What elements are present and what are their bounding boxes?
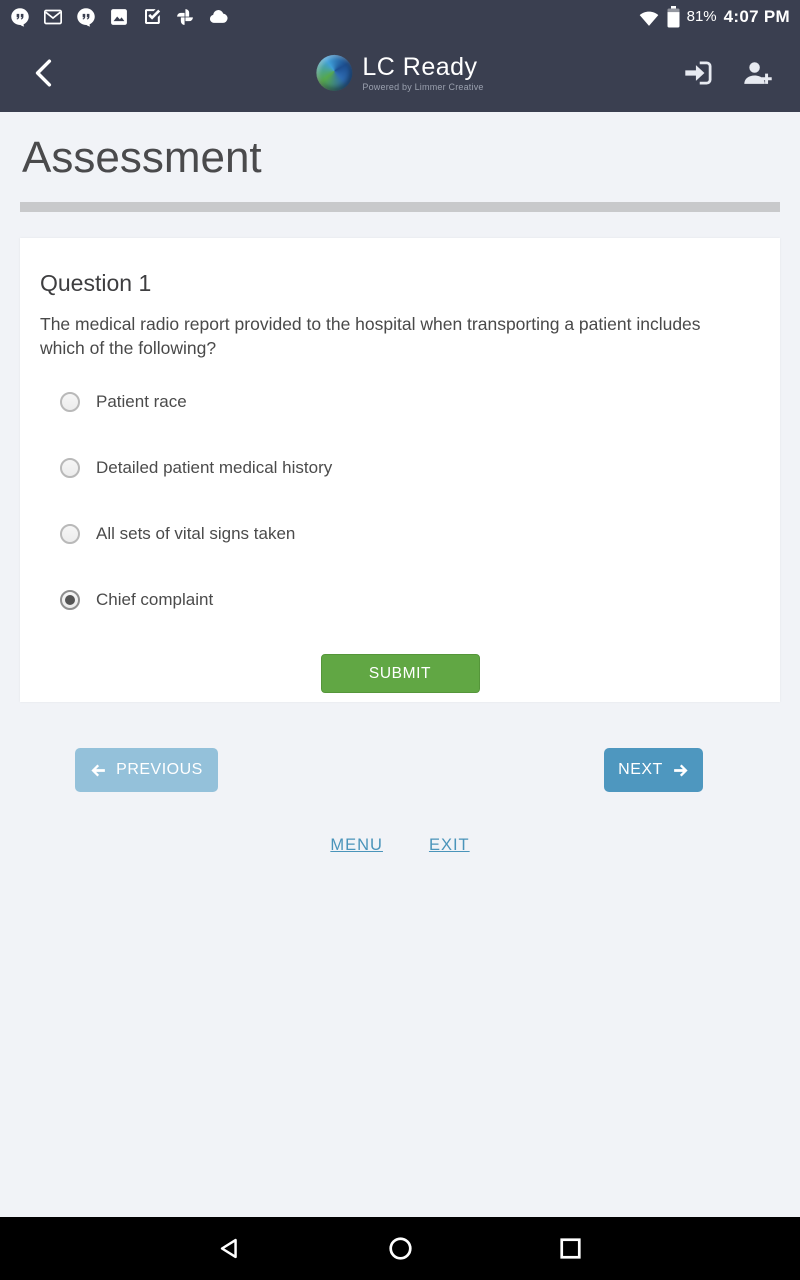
recents-square-icon [557, 1235, 584, 1262]
lc-ready-globe-icon [316, 55, 352, 91]
android-back-button[interactable] [145, 1217, 315, 1280]
tasks-icon [142, 7, 162, 27]
answer-option-4[interactable] [60, 588, 760, 612]
previous-label: PREVIOUS [116, 761, 203, 778]
radio-unselected-icon[interactable] [60, 458, 80, 478]
page-title: Assessment [22, 133, 262, 182]
menu-link[interactable]: MENU [330, 836, 383, 854]
gmail-icon [43, 7, 63, 27]
question-card [20, 238, 780, 702]
next-button[interactable] [604, 748, 703, 792]
previous-button[interactable] [75, 748, 218, 792]
notification-icons [10, 7, 228, 27]
radio-unselected-icon[interactable] [60, 392, 80, 412]
back-triangle-icon [217, 1235, 244, 1262]
sign-in-button[interactable] [678, 53, 718, 93]
question-text: The medical radio report provided to the hospital when transporting a patient includes which of the following? [40, 314, 701, 359]
back-chevron-icon [31, 58, 57, 88]
cloud-icon [208, 7, 228, 27]
add-user-button[interactable] [738, 53, 778, 93]
radio-unselected-icon[interactable] [60, 524, 80, 544]
arrow-left-icon [90, 762, 107, 779]
option-label: Chief complaint [96, 590, 214, 610]
pager [0, 748, 800, 792]
logo-title: LC Ready [362, 52, 478, 81]
option-label: All sets of vital signs taken [96, 524, 296, 544]
sign-in-icon [683, 59, 713, 87]
app-bar [0, 33, 800, 112]
answer-options [60, 390, 760, 612]
footer-links [0, 836, 800, 855]
android-nav-bar [0, 1217, 800, 1280]
logo-subtitle: Powered by Limmer Creative [362, 81, 484, 92]
answer-option-1[interactable] [60, 390, 760, 414]
battery-percent: 81% [686, 8, 717, 25]
arrow-right-icon [672, 762, 689, 779]
progress-bar [20, 202, 780, 212]
android-recents-button[interactable] [485, 1217, 655, 1280]
submit-button[interactable]: SUBMIT [321, 654, 480, 693]
next-label: NEXT [618, 761, 663, 778]
photos-icon [175, 7, 195, 27]
option-label: Detailed patient medical history [96, 458, 333, 478]
hangouts-icon [76, 7, 96, 27]
battery-icon [667, 6, 680, 28]
home-circle-icon [387, 1235, 414, 1262]
answer-option-3[interactable] [60, 522, 760, 546]
option-label: Patient race [96, 392, 187, 412]
add-user-icon [742, 59, 774, 87]
android-home-button[interactable] [315, 1217, 485, 1280]
wifi-icon [638, 7, 660, 27]
clock: 4:07 PM [723, 6, 790, 26]
status-bar [0, 0, 800, 33]
gallery-icon [109, 7, 129, 27]
radio-selected-icon[interactable] [60, 590, 80, 610]
answer-option-2[interactable] [60, 456, 760, 480]
question-heading: Question 1 [40, 270, 152, 296]
back-button[interactable] [22, 51, 66, 95]
app-logo [316, 53, 483, 91]
hangouts-icon [10, 7, 30, 27]
exit-link[interactable]: EXIT [428, 836, 470, 854]
